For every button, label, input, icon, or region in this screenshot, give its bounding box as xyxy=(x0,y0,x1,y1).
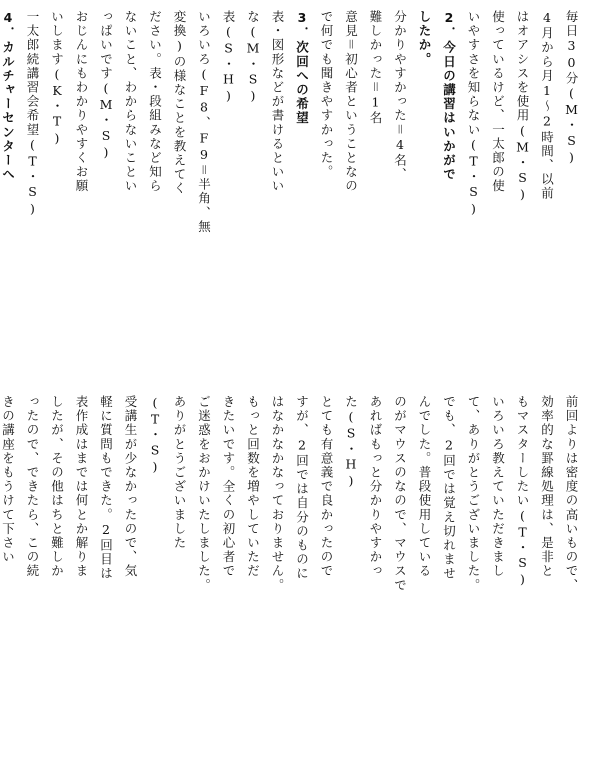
text-line: 表・図形などが書けるといい xyxy=(270,10,285,194)
text-line: したが、その他はちと難しか xyxy=(49,395,65,579)
text-line: ないこと、わからないことい xyxy=(123,10,138,194)
text-line: 効率的な罫線処理は、是非と xyxy=(539,395,555,579)
text-line: とても有意義で良かったので xyxy=(319,395,334,579)
text-line: 使っているけど、一太郎の使 xyxy=(490,10,506,194)
text-line: でも、2回では覚え切れませ xyxy=(441,395,457,581)
text-line: あればもっと分かりやすかっ xyxy=(368,395,383,579)
text-line: すが、2回では自分のものに xyxy=(294,395,310,581)
text-line: ったので、できたら、この続 xyxy=(25,395,40,579)
text-line: て、ありがとうございました。 xyxy=(466,395,481,593)
text-line: 難しかった＝1名 xyxy=(368,10,383,126)
text-line: きたいです。全くの初心者で xyxy=(221,395,236,579)
text-line: 受講生が少なかったので、気 xyxy=(123,395,138,579)
text-line: もっと回数を増やしていただ xyxy=(245,395,261,579)
section-heading: したか。 xyxy=(417,10,432,67)
text-line: いろいろ(F8、F9＝半角、無 xyxy=(196,10,212,234)
text-line: 一太郎続講習会希望(T・S) xyxy=(25,10,40,218)
text-line: 毎日30分(M・S) xyxy=(564,10,579,166)
text-line: きの講座をもうけて下さい xyxy=(0,395,16,565)
section-heading: 2．今日の講習はいかがで xyxy=(441,10,457,182)
text-line: いろいろ教えていただきまし xyxy=(490,395,506,579)
text-line: はオアシスを使用(M・S) xyxy=(515,10,530,204)
text-line: (T・S) xyxy=(147,395,163,476)
text-line: 4月から月1～2時間、以前 xyxy=(539,10,555,201)
text-line: 表作成はまでは何とか解りま xyxy=(74,395,89,579)
text-line: っぱいです(M・S) xyxy=(98,10,114,161)
text-line: ださい。表・段組みなど知ら xyxy=(147,10,163,194)
text-line: いやすさを知らない(T・S) xyxy=(466,10,481,218)
text-block-bottom xyxy=(0,395,583,755)
text-line: 変換)の様なことを教えてく xyxy=(172,10,187,196)
text-line: ご迷惑をおかけいたしました。 xyxy=(196,395,212,593)
section-heading: 3．次回への希望 xyxy=(294,10,310,126)
text-line: で何でも聞きやすかった。 xyxy=(319,10,334,180)
text-line: ありがとうございました xyxy=(172,395,187,551)
text-line: おじんにもわかりやすくお願 xyxy=(74,10,89,194)
text-line: 意見＝初心者ということなの xyxy=(343,10,359,194)
text-line: 前回よりは密度の高いもので、 xyxy=(564,395,579,593)
text-line: いします(K・T) xyxy=(49,10,65,147)
text-line: もマスターしたい(T・S) xyxy=(515,395,530,589)
text-line: 表(S・H) xyxy=(221,10,236,105)
text-line: な(M・S) xyxy=(245,10,261,105)
text-block-top xyxy=(0,10,583,370)
text-line: た(S・H) xyxy=(343,395,359,490)
text-line: のがマウスのなので、マウスで xyxy=(392,395,408,593)
section-heading: 4．カルチャーセンターへ xyxy=(0,10,16,182)
text-line: 軽に質問もできた。2回目は xyxy=(98,395,114,581)
text-line: はなかなかなっておりません。 xyxy=(270,395,285,593)
text-line: 分かりやすかった＝4名、 xyxy=(392,10,408,182)
text-line: んでした。普段使用している xyxy=(417,395,432,579)
